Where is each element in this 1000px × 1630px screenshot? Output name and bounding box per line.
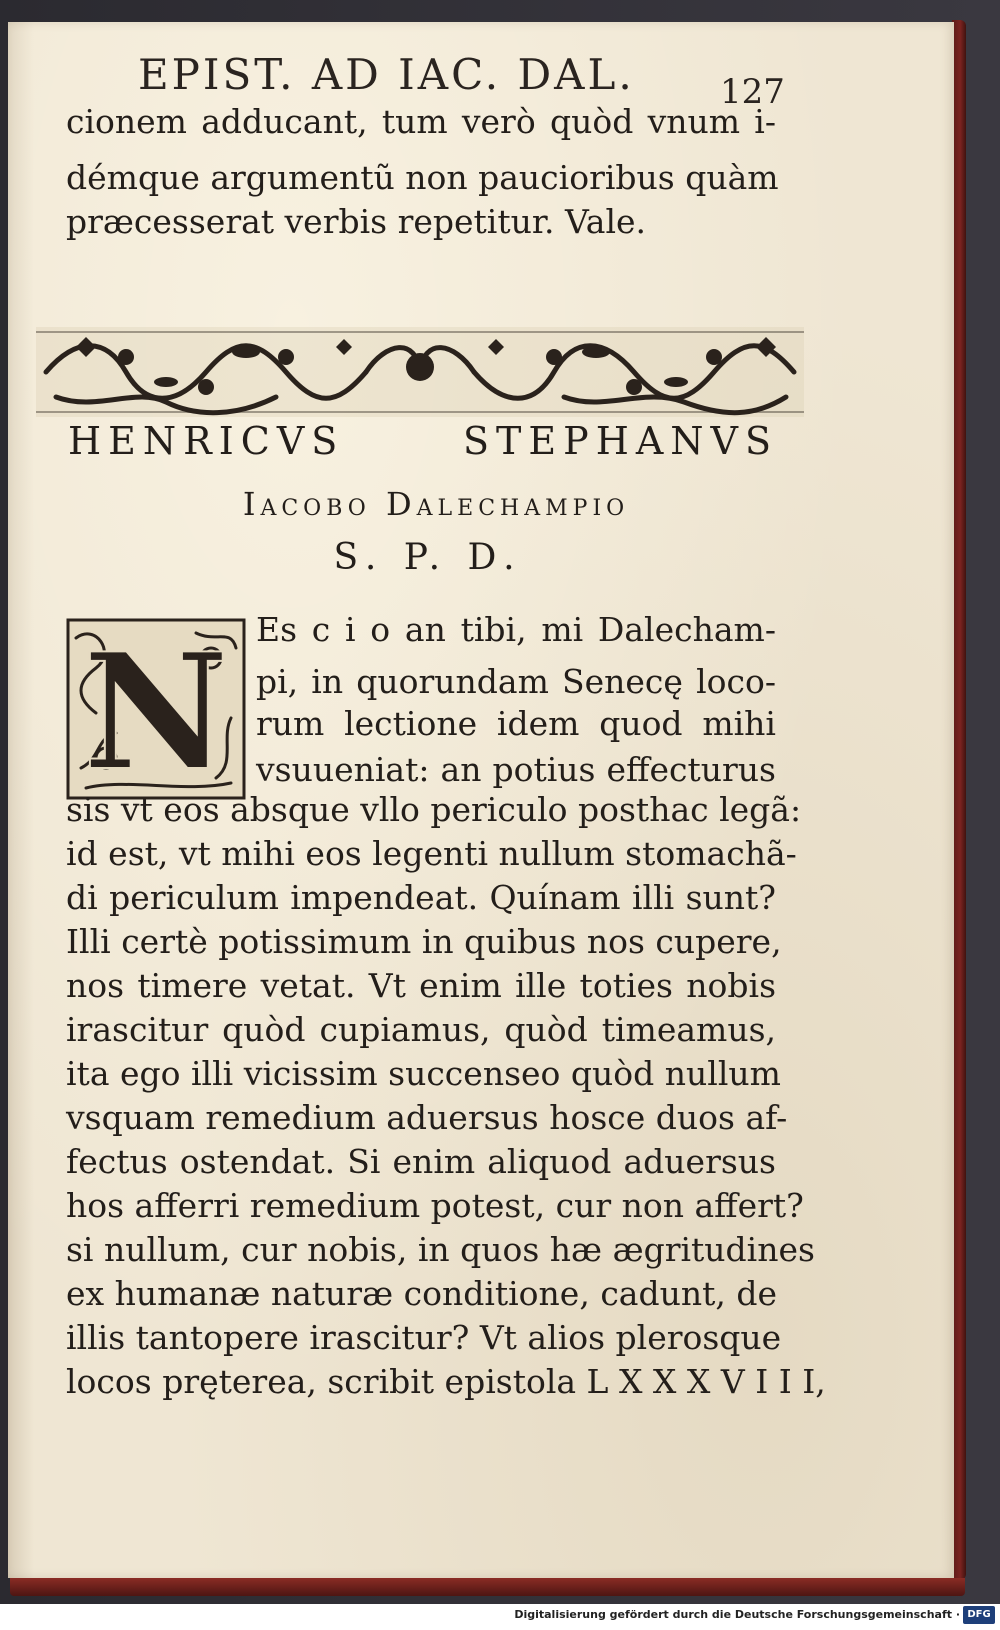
text-line: præcesserat verbis repetitur. Vale. (66, 202, 647, 241)
text-line: Es c i o an tibi, mi Dalecham- (256, 610, 776, 649)
text-line: hos afferri remedium potest, cur non affert? (66, 1186, 804, 1225)
text-line: démque argumentũ non paucioribus quàm (66, 158, 779, 197)
text-line: ex humanæ naturæ conditione, cadunt, de (66, 1274, 777, 1313)
text-line: di periculum impendeat. Quínam illi sunt? (66, 878, 776, 917)
digitization-credit: Digitalisierung gefördert durch die Deutsche Forschungsgemeinschaft · (514, 1608, 960, 1621)
text-line: cionem adducant, tum verò quòd vnum i- (66, 102, 776, 141)
dfg-logo: DFG (963, 1606, 995, 1624)
text-line: pi, in quorundam Senecę loco- (256, 662, 776, 701)
text-line: fectus ostendat. Si enim aliquod aduersus (66, 1142, 776, 1181)
page-number: 127 (720, 72, 785, 112)
letter-title: HENRICVS STEPHANVS (68, 419, 778, 463)
text-line: Illi certè potissimum in quibus nos cupere, (66, 922, 782, 961)
text-line: locos pręterea, scribit epistola L X X X V I I I, (66, 1362, 826, 1401)
text-line: irascitur quòd cupiamus, quòd timeamus, (66, 1010, 776, 1049)
letter-recipient: Iacobo Dalechampio (242, 485, 630, 523)
text-line: rum lectione idem quod mihi (256, 704, 776, 743)
text-line: si nullum, cur nobis, in quos hæ ægritudines (66, 1230, 815, 1269)
running-head: EPIST. AD IAC. DAL. (138, 50, 635, 99)
text-line: vsquam remedium aduersus hosce duos af- (66, 1098, 788, 1137)
ornamental-headpiece (36, 327, 804, 417)
text-line: ita ego illi vicissim succenseo quòd nullum (66, 1054, 781, 1093)
text-line: sis vt eos absque vllo periculo posthac legã: (66, 790, 802, 829)
book-page (8, 22, 954, 1578)
text-line: id est, vt mihi eos legenti nullum stomachã- (66, 834, 797, 873)
initial-letter: N (82, 618, 230, 800)
text-line: illis tantopere irascitur? Vt alios plerosque (66, 1318, 782, 1357)
text-line: vsuueniat: an potius effecturus (256, 750, 776, 789)
letter-salutation: S. P. D. (333, 537, 523, 578)
text-line: nos timere vetat. Vt enim ille toties nobis (66, 966, 776, 1005)
book-bottom-edge (10, 1578, 965, 1596)
book-fore-edge (952, 20, 966, 1580)
decorated-initial (66, 618, 246, 800)
